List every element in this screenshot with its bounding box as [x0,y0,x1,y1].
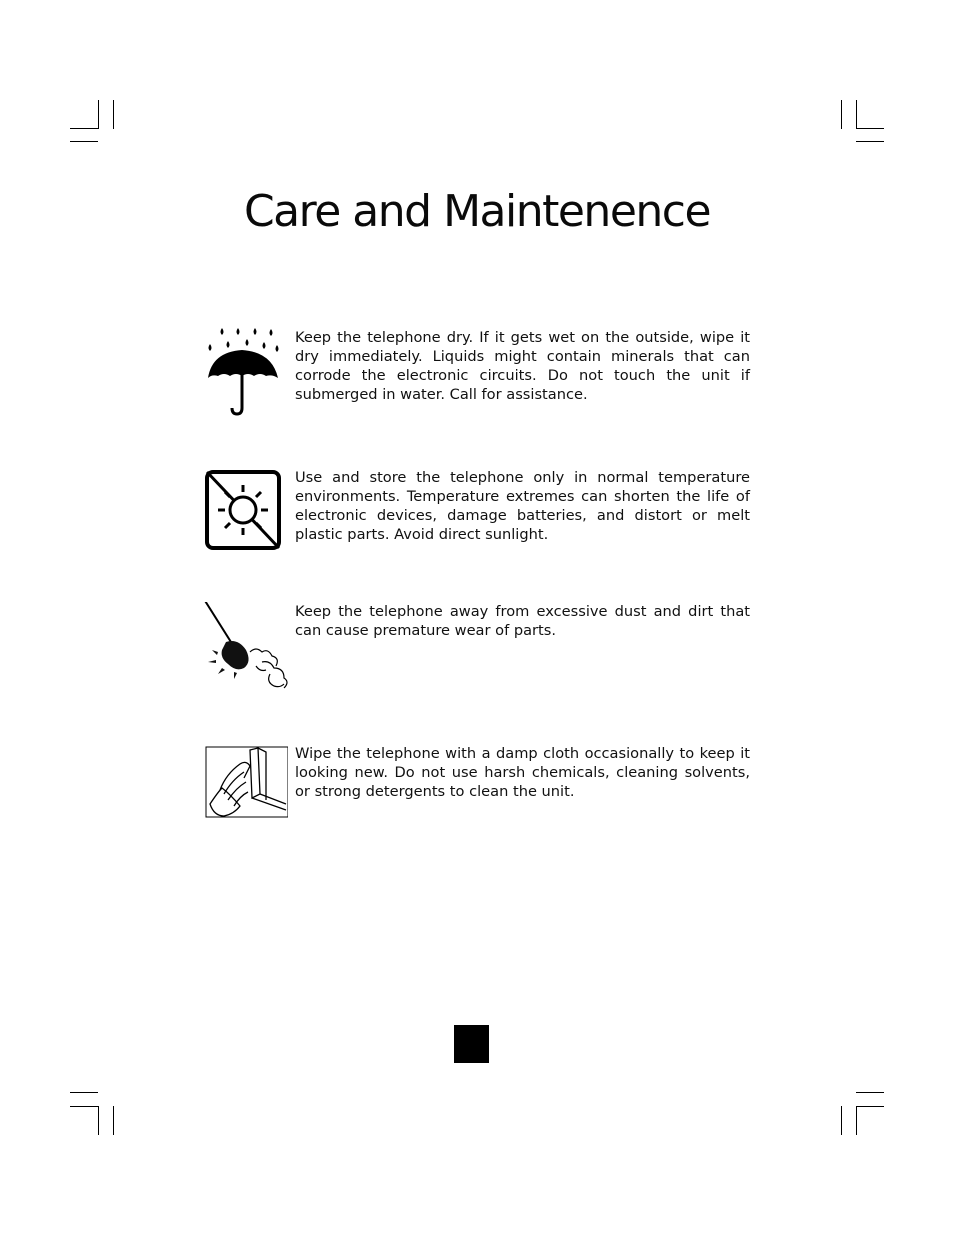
list-item [200,602,760,690]
duster-icon [200,602,294,690]
item-text: Use and store the telephone only in normal temperature environments. Temperature extremes can shorten the life of electronic devices, damage batteries, and distort or melt plastic parts. Avoid direct sunlight. [295,469,750,543]
item-text: Keep the telephone dry. If it gets wet on the outside, wipe it dry immediately. Liquids might contain minerals that can corrode the electronic circuits. Do not touch the unit if submerged in water. Call for assistance. [295,329,750,403]
no-sunlight-icon [200,468,284,550]
wipe-cloth-icon [200,744,288,820]
item-text: Wipe the telephone with a damp cloth occasionally to keep it looking new. Do not use harsh chemicals, cleaning solvents, or strong detergents to clean the unit. [295,745,750,800]
page-number-block [454,1025,489,1063]
list-item [200,468,760,550]
umbrella-rain-icon [200,328,284,418]
page-title: Care and Maintenence [243,186,711,237]
list-item [200,328,760,418]
list-item [200,744,760,820]
item-text: Keep the telephone away from excessive dust and dirt that can cause premature wear of parts. [295,603,750,639]
